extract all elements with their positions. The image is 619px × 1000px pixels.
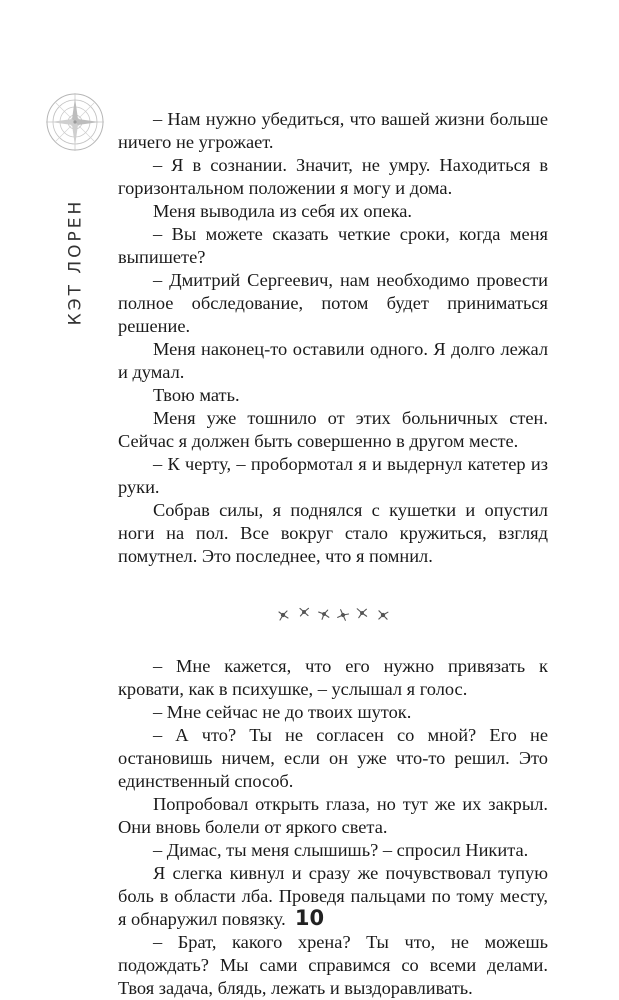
paragraph: Меня уже тошнило от этих больничных стен. Сейчас я должен быть совершенно в другом месте. [118,408,548,451]
compass-rose-icon [45,92,105,152]
paragraph: Собрав силы, я поднялся с кушетки и опустил ноги на пол. Все вокруг стало кружиться, взгляд помутнел. Это последнее, что я помнил. [118,500,548,566]
paragraph: – Мне сейчас не до твоих шуток. [152,702,412,722]
page-body [118,108,548,1000]
paragraph: Меня наконец-то оставили одного. Я долго лежал и думал. [118,339,548,382]
author-name-vertical: КЭТ ЛОРЕН [65,198,86,326]
page-number: 10 [294,906,325,930]
section-separator [118,568,548,655]
paragraph: Меня выводила из себя их опека. [152,201,412,221]
paragraph: – А что? Ты не согласен со мной? Его не остановишь ничем, если он уже что-то решил. Это единственный способ. [118,725,548,791]
paragraph: – Я в сознании. Значит, не умру. Находиться в горизонтальном положении я могу и дома. [118,155,548,198]
flower-ornament-icon [273,603,393,625]
paragraph: Попробовал открыть глаза, но тут же их закрыл. Они вновь болели от яркого света. [118,794,548,837]
paragraph: – Вы можете сказать четкие сроки, когда меня выпишете? [118,224,548,267]
paragraph: – Брат, какого хрена? Ты что, не можешь подождать? Мы сами справимся со всеми делами. Твоя задача, блядь, лежать и выздоравливать. [118,932,548,998]
paragraph: Я слегка кивнул и сразу же почувствовал тупую боль в области лба. Проведя пальцами по тому месту, я обнаружил повязку. [118,863,548,929]
paragraph: – К черту, – пробормотал я и выдернул катетер из руки. [118,454,548,497]
paragraph: – Мне кажется, что его нужно привязать к кровати, как в психушке, – услышал я голос. [118,656,548,699]
paragraph: – Дмитрий Сергеевич, нам необходимо провести полное обследование, потом будет приниматься решение. [118,270,548,336]
paragraph: – Нам нужно убедиться, что вашей жизни больше ничего не угрожает. [118,109,548,152]
paragraph: – Димас, ты меня слышишь? – спросил Никита. [152,840,529,860]
paragraph: Твою мать. [152,385,240,405]
